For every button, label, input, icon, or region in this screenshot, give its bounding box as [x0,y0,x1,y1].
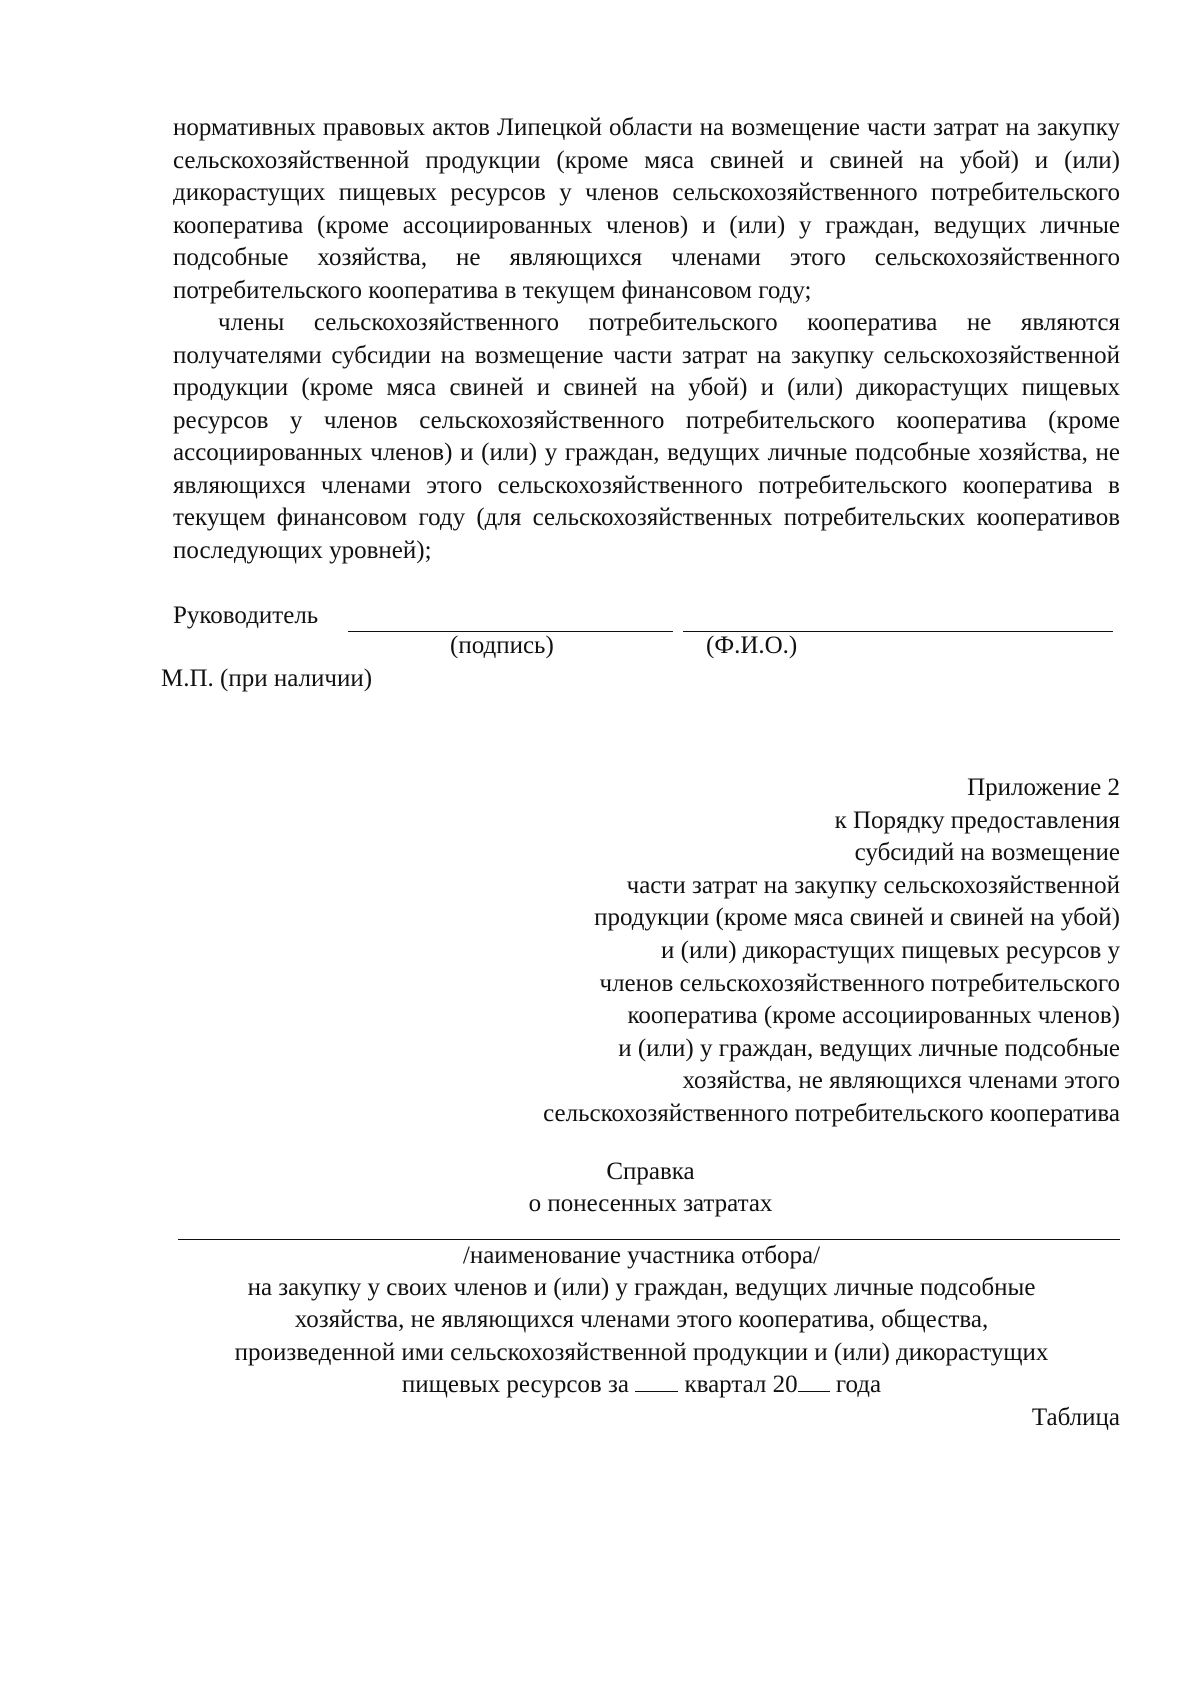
quarter-blank [635,1369,678,1392]
subject-line-1: на закупку у своих членов и (или) у граждан, ведущих личные подсобные [247,1273,1036,1301]
signature-caption: (подпись) [450,632,554,659]
appendix-line: сельскохозяйственного потребительского кооператива [543,1099,1120,1127]
subject-line-4 [159,1369,1124,1401]
appendix-line: кооператива (кроме ассоциированных членов) [627,1002,1120,1030]
subject-line-3: произведенной ими сельскохозяйственной продукции и (или) дикорастущих [234,1338,1049,1366]
stamp-label: М.П. (при наличии) [161,665,373,692]
appendix-line: членов сельскохозяйственного потребительского [599,969,1120,997]
body-paragraph-2: члены сельскохозяйственного потребительского кооператива не являются получателями субсидии на возмещение части затрат на закупку сельскохозяйственной продукции (кроме мяса свиней и свиней на убой) и (или) дикорастущих пищевых ресурсов у членов сельскохозяйственного потребительского кооператива (кроме ассоциированных членов) и (или) у граждан, ведущих личные подсобные хозяйства, не являющихся членами этого сельскохозяйственного потребительского кооператива в текущем финансовом году (для сельскохозяйственных потребительских кооперативов последующих уровней); [173,309,1120,564]
title-line-2: о понесенных затратах [528,1189,773,1217]
appendix-line: субсидий на возмещение [854,839,1120,867]
appendix-line: и (или) у граждан, ведущих личные подсобные [618,1034,1120,1062]
signature-label: Руководитель [173,602,319,629]
subject-line-2: хозяйства, не являющихся членами этого кооператива, общества, [294,1306,989,1334]
appendix-line: и (или) дикорастущих пищевых ресурсов у [661,936,1120,964]
appendix-line: хозяйства, не являющихся членами этого [682,1067,1120,1095]
participant-caption: /наименование участника отбора/ [462,1241,821,1269]
subject-block [159,1240,1124,1402]
fio-caption: (Ф.И.О.) [706,632,798,659]
appendix-line: продукции (кроме мяса свиней и свиней на убой) [594,904,1120,932]
year-blank [798,1369,830,1392]
appendix-line: к Порядку предоставления [834,806,1120,834]
signature-block [161,600,1120,695]
subject-line-4-start: пищевых ресурсов за [401,1371,629,1399]
appendix-line: Приложение 2 [967,774,1120,801]
body-paragraph-1: нормативных правовых актов Липецкой области на возмещение части затрат на закупку сельскохозяйственной продукции (кроме мяса свиней и свиней на убой) и (или) дикорастущих пищевых ресурсов у членов сельскохозяйственного потребительского кооператива (кроме ассоциированных членов) и (или) у граждан, ведущих личные подсобные хозяйства, не являющихся членами этого сельскохозяйственного потребительского кооператива в текущем финансовом году; [173,114,1120,304]
document-page [161,112,1120,1434]
appendix-heading [173,772,1120,1131]
title-line-1: Справка [606,1157,695,1185]
subject-line-4-end: года [835,1371,882,1399]
table-label: Таблица [1031,1403,1120,1431]
signature-row [173,600,1120,634]
subject-line-4-quarter: квартал 20 [684,1371,798,1399]
document-title [173,1156,1120,1220]
appendix-line: части затрат на закупку сельскохозяйственной [626,871,1120,899]
